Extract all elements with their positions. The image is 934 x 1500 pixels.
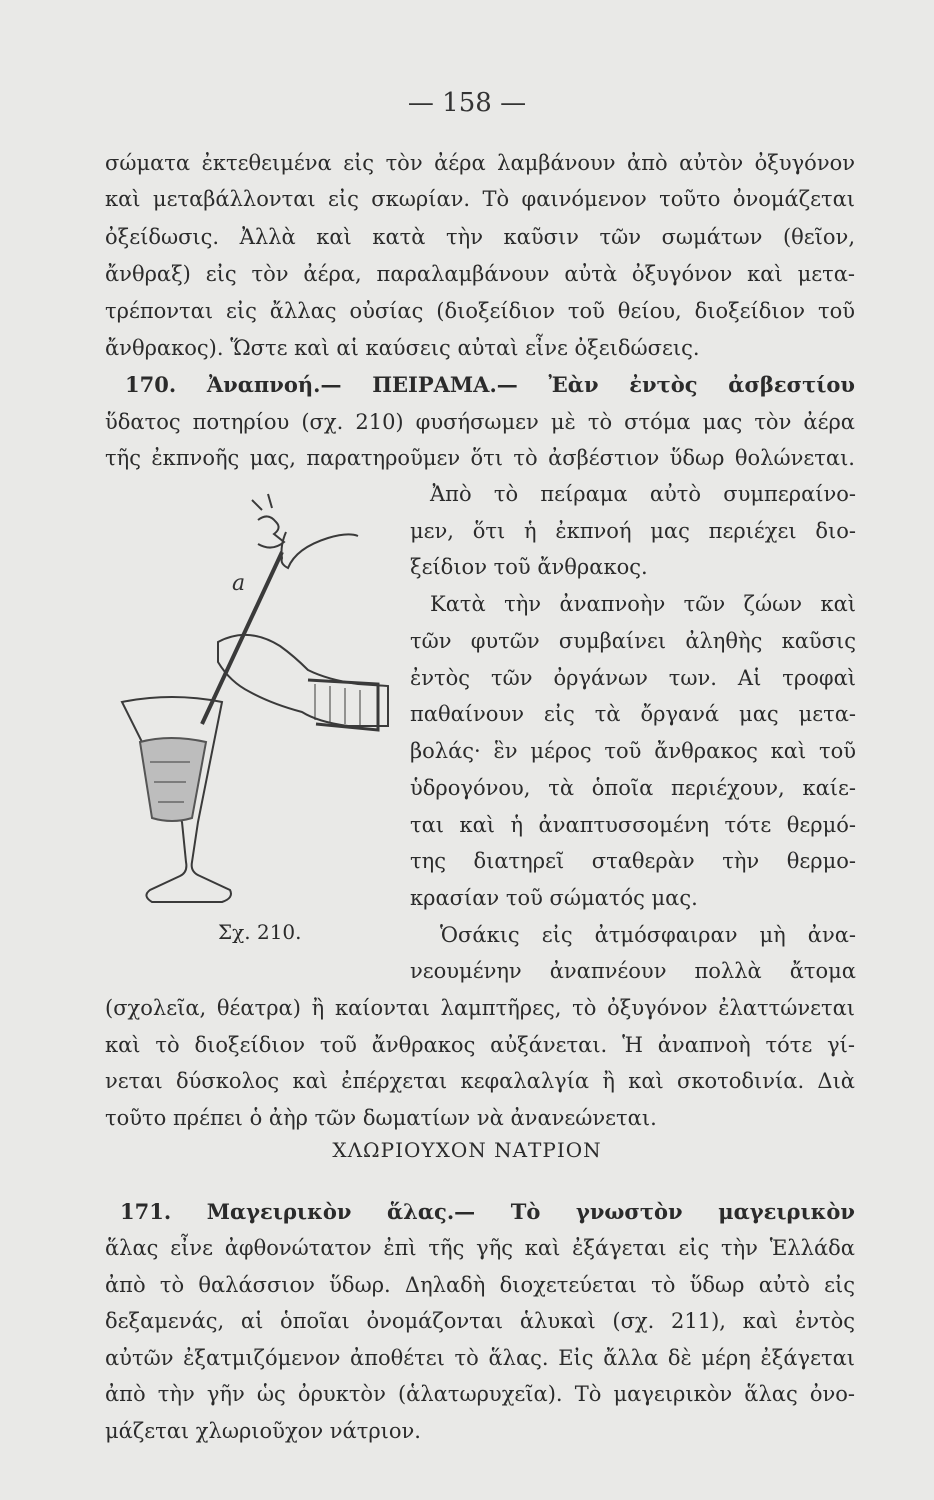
- text-line: καὶ μεταβάλλονται εἰς σκωρίαν. Τὸ φαινόμενον τοῦτο ὀνομάζεται: [105, 187, 855, 211]
- text-line: ὕδατος ποτηρίου (σχ. 210) φυσήσωμεν μὲ τὸ στόμα μας τὸν ἀέρα: [105, 410, 855, 434]
- wrap-line: της διατηρεῖ σταθερὰν τὴν θερμο-: [410, 849, 856, 873]
- text-line: ἅλας εἶνε ἀφθονώτατον ἐπὶ τῆς γῆς καὶ ἐξάγεται εἰς τὴν Ἑλλάδα: [105, 1236, 855, 1260]
- wrap-line: Κατὰ τὴν ἀναπνοὴν τῶν ζώων καὶ: [430, 592, 856, 616]
- page-number: — 158 —: [407, 88, 527, 118]
- wrap-line: κρασίαν τοῦ σώματός μας.: [410, 886, 698, 910]
- figure-caption: Σχ. 210.: [218, 920, 302, 944]
- text-line: ἀπὸ τὸ θαλάσσιον ὕδωρ. Δηλαδὴ διοχετεύεται τὸ ὕδωρ αὐτὸ εἰς: [105, 1273, 855, 1297]
- wrap-line: τῶν φυτῶν συμβαίνει ἀληθὴς καῦσις: [410, 629, 856, 653]
- text-line: τοῦτο πρέπει ὁ ἀὴρ τῶν δωματίων νὰ ἀνανεώνεται.: [105, 1106, 657, 1130]
- wrap-line: ται καὶ ἡ ἀναπτυσσομένη τότε θερμό-: [410, 813, 856, 837]
- section-171-title: 171. Μαγειρικὸν ἅλας.— Τὸ γνωστὸν μαγειρικὸν: [120, 1199, 855, 1224]
- text-line: νεται δύσκολος καὶ ἐπέρχεται κεφαλαλγία ἢ καὶ σκοτοδινία. Διὰ: [105, 1069, 855, 1093]
- text-line: ἀπὸ τὴν γῆν ὡς ὀρυκτὸν (ἁλατωρυχεῖα). Τὸ μαγειρικὸν ἅλας ὀνο-: [105, 1382, 855, 1406]
- wrap-line: Ἀπὸ τὸ πείραμα αὐτὸ συμπεραίνο-: [430, 482, 856, 506]
- text-line: τῆς ἐκπνοῆς μας, παρατηροῦμεν ὅτι τὸ ἀσβέστιον ὕδωρ θολώνεται.: [105, 446, 855, 470]
- text-line: ὀξείδωσις. Ἀλλὰ καὶ κατὰ τὴν καῦσιν τῶν σωμάτων (θεῖον,: [105, 225, 855, 249]
- section-170-title: 170. Ἀναπνοή.— ΠΕΙΡΑΜΑ.— Ἐὰν ἐντὸς ἀσβεστίου: [125, 372, 855, 397]
- wrap-line: ἐντὸς τῶν ὀργάνων των. Αἱ τροφαὶ: [410, 666, 856, 690]
- conclusion-line: ξείδιον τοῦ ἄνθρακος.: [410, 555, 648, 579]
- text-line: δεξαμενάς, αἱ ὁποῖαι ὀνομάζονται ἁλυκαὶ (σχ. 211), καὶ ἐντὸς: [105, 1309, 855, 1333]
- wrap-line: ὑδρογόνου, τὰ ὁποῖα περιέχουν, καίε-: [410, 776, 856, 800]
- text-line: καὶ τὸ διοξείδιον τοῦ ἄνθρακος αὐξάνεται. Ἡ ἀναπνοὴ τότε γί-: [105, 1033, 855, 1057]
- section-heading: ΧΛΩΡΙΟΥΧΟΝ ΝΑΤΡΙΟΝ: [332, 1138, 602, 1162]
- conclusion-line: μεν, ὅτι ἡ ἐκπνοή μας περιέχει διο-: [410, 519, 856, 543]
- text-line: τρέπονται εἰς ἄλλας οὐσίας (διοξείδιον τοῦ θείου, διοξείδιον τοῦ: [105, 299, 855, 323]
- figure-210-illustration: [110, 492, 400, 922]
- text-line: μάζεται χλωριοῦχον νάτριον.: [105, 1419, 421, 1443]
- text-line: αὐτῶν ἐξατμιζόμενον ἀποθέτει τὸ ἅλας. Εἰς ἄλλα δὲ μέρη ἐξάγεται: [105, 1346, 855, 1370]
- text-line: σώματα ἐκτεθειμένα εἰς τὸν ἀέρα λαμβάνουν ἀπὸ αὐτὸν ὀξυγόνον: [105, 151, 855, 175]
- wrap-line: βολάς· ἓν μέρος τοῦ ἄνθρακος καὶ τοῦ: [410, 739, 856, 763]
- text-line: (σχολεῖα, θέατρα) ἢ καίονται λαμπτῆρες, τὸ ὀξυγόνον ἐλαττώνεται: [105, 996, 855, 1020]
- wrap-line: παθαίνουν εἰς τὰ ὄργανά μας μετα-: [410, 702, 856, 726]
- text-line: ἄνθραξ) εἰς τὸν ἀέρα, παραλαμβάνουν αὐτὰ ὀξυγόνον καὶ μετα-: [105, 262, 855, 286]
- figure-label: a: [232, 571, 246, 596]
- wrap-line: Ὁσάκις εἰς ἀτμόσφαιραν μὴ ἀνα-: [440, 923, 856, 947]
- wrap-line: νεουμένην ἀναπνέουν πολλὰ ἄτομα: [410, 959, 856, 983]
- text-line: ἄνθρακος). Ὥστε καὶ αἱ καύσεις αὐταὶ εἶνε ὀξειδώσεις.: [105, 336, 700, 360]
